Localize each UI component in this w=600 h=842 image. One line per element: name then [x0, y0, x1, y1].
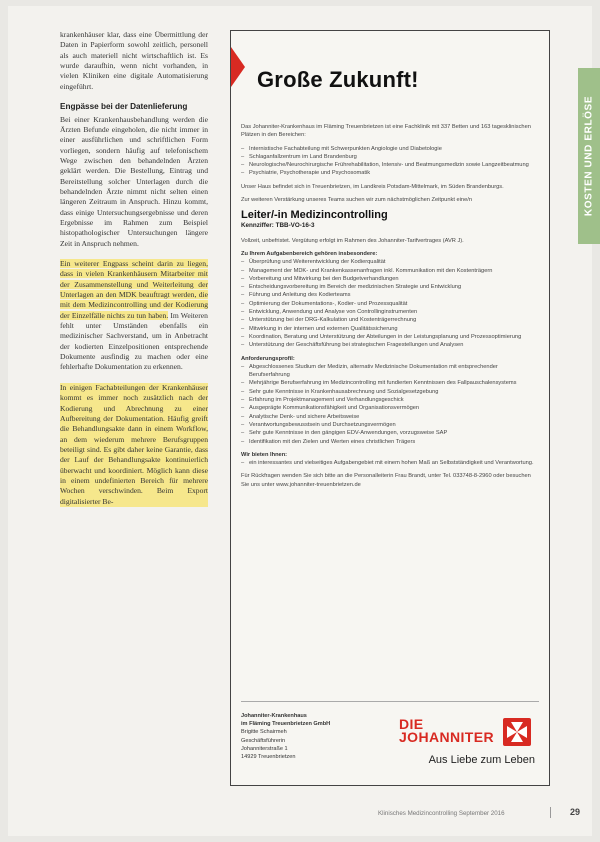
job-reference: Kennziffer: TBB-VO-16-3 [241, 222, 315, 230]
job-terms: Vollzeit, unbefristet. Vergütung erfolgt im Rahmen des Johanniter-Tarifvertrages (AVR J). [241, 237, 464, 244]
ad-cta: Zur weiteren Verstärkung unseres Teams suchen wir zum nächstmöglichen Zeitpunkt eine/n [241, 197, 472, 204]
offer-heading: Wir bieten Ihnen: [241, 451, 288, 458]
contact-info: Für Rückfragen wenden Sie sich bitte an die Personalleiterin Frau Brandt, unter Tel. 033748-8-2960 oder besuchen Sie uns unter www.johanniter-treuenbrietzen.de [241, 473, 531, 488]
list-item: – Ausgeprägte Kommunikationsfähigkeit und Organisationsvermögen [241, 404, 537, 412]
address-line: Brigitte Schairmeh [241, 729, 287, 736]
list-item: – Sehr gute Kenntnisse in den gängigen EDV-Anwendungen, vorzugsweise SAP [241, 429, 537, 437]
list-item: – Internistische Fachabteilung mit Schwerpunkten Angiologie und Diabetologie [241, 145, 537, 153]
red-arrow-icon [231, 47, 245, 87]
ad-footer [241, 701, 539, 777]
postal-address [241, 712, 330, 761]
ad-title: Große Zukunft! [257, 67, 419, 92]
list-item: – Koordination, Beratung und Unterstützung der Abteilungen in der Leistungsplanung und Prozessoptimierung [241, 333, 537, 341]
logo-line: JOHANNITER [399, 729, 495, 745]
list-item: – Neurologische/Neurochirurgische Frührehabilitation, Intensiv- und Beatmungsmedizin sowie Langzeitbeatmung [241, 161, 537, 169]
ad-header [231, 31, 549, 123]
list-item: – Entscheidungsvorbereitung im Bereich der medizinischen Strategie und Entwicklung [241, 283, 537, 291]
section-tab [578, 68, 600, 244]
list-item: – Analytische Denk- und sichere Arbeitsweise [241, 413, 537, 421]
article-paragraph: Bei einer Krankenhausbehandlung werden die Ärzten Befunde eingeholen, die nicht immer in einer ausführlichen und schriftlichen Form vorliegen, sondern häufig auf telefonischem Wege zwischen den behandelnden Ärzten geklärt werden. Die Bestellung, Eintrag und Bereitstellung solcher Unterlagen durch die behandelnden Ärzte nimmt nicht selten einen längeren Zeitraum in Anspruch. Hinzu kommt, dass einige Untersuchungsergebnisse und deren Ergebnisse im Rahmen zum Beispiel histopathologischer Untersuchungen längere Zeit in Anspruch nehmen. [60, 114, 208, 248]
list-item: – Unterstützung bei der DRG-Kalkulation und Kostenträgerrechnung [241, 316, 537, 324]
list-item: – Sehr gute Kenntnisse in Krankenhausabrechnung und Sozialgesetzgebung [241, 388, 537, 396]
logo-line: DIE [399, 716, 424, 732]
logo-wordmark [399, 718, 494, 744]
tasks-heading: Zu Ihrem Aufgabenbereich gehören insbesondere: [241, 250, 378, 257]
list-item: – Überprüfung und Weiterentwicklung der Kodierqualität [241, 258, 537, 266]
list-item: – Mehrjährige Berufserfahrung im Medizincontrolling mit fundierten Kenntnissen des Fallpauschalensystems [241, 379, 537, 387]
address-line: 14929 Treuenbrietzen [241, 754, 296, 761]
page-number: 29 [570, 807, 581, 817]
job-advertisement [230, 30, 550, 786]
address-line: Geschäftsführerin [241, 737, 286, 744]
list-item: – Identifikation mit den Zielen und Werten eines christlichen Trägers [241, 438, 537, 446]
profile-heading: Anforderungsprofil: [241, 355, 295, 362]
section-tab-label: KOSTEN UND ERLÖSE [583, 95, 595, 217]
article-paragraph: krankenhäuser klar, dass eine Übermittlung der Daten in Papierform sowohl zeitlich, personell als auch materiell nicht wirtschaftlich ist. Es wurde daraufhin, wenn nicht vorhanden, in vielen Kliniken eine digitale Automatisierung eingeführt. [60, 30, 208, 91]
list-item: – Abgeschlossenes Studium der Medizin, alternativ Medizinische Dokumentation mit entsprechender Berufserfahrung [241, 363, 537, 380]
article-paragraph [60, 259, 208, 373]
list-item: – Unterstützung der Geschäftsführung bei strategischen Fragestellungen und Analysen [241, 341, 537, 349]
ad-body [231, 123, 549, 489]
list-item: – Verantwortungsbewusstsein und Durchsetzungsvermögen [241, 421, 537, 429]
areas-list [241, 145, 537, 178]
list-item: – Mitwirkung in der internen und externen Qualitätssicherung [241, 325, 537, 333]
list-item: – Schlaganfallzentrum im Land Brandenburg [241, 153, 537, 161]
johanniter-cross-icon [503, 718, 531, 746]
section-heading: Engpässe bei der Datenlieferung [60, 102, 188, 112]
ad-location: Unser Haus befindet sich in Treuenbrietzen, im Landkreis Potsdam-Mittelmark, im Süden Brandenburgs. [241, 183, 504, 190]
logo-slogan: Aus Liebe zum Leben [428, 754, 535, 766]
job-title: Leiter/-in Medizincontrolling [241, 209, 388, 222]
list-item: – Vorbereitung und Mitwirkung bei den Budgetverhandlungen [241, 275, 537, 283]
footer-divider [550, 807, 551, 818]
address-line: Johanniter-Krankenhaus [241, 713, 307, 719]
profile-list [241, 363, 537, 446]
list-item: – Erfahrung im Projektmanagement und Verhandlungsgeschick [241, 396, 537, 404]
ad-intro: Das Johanniter-Krankenhaus im Fläming Treuenbrietzen ist eine Fachklinik mit 337 Betten und 163 tagesklinischen Plätzen in den Bereichen: [241, 124, 531, 139]
list-item: – Management der MDK- und Krankenkassenanfragen inkl. Kommunikation mit den Kostenträgern [241, 267, 537, 275]
list-item: – Psychiatrie, Psychotherapie und Psychosomatik [241, 169, 537, 177]
tasks-list [241, 258, 537, 349]
list-item: – ein interessantes und vielseitiges Aufgabengebiet mit einem hohen Maß an Selbstständigkeit und Verantwortung. [241, 459, 537, 467]
page [8, 6, 595, 836]
article-paragraph-highlighted: In einigen Fachabteilungen der Krankenhäuser kommt es immer noch zusätzlich nach der Kodierung und Abrechnung zu einer Aufbereitung der Dokumentation. Häufig greift die Behandlungsakte dann in einem Workflow, an dem wiederum mehrere Berufsgruppen beteiligt sind. Es gibt daher keine Garantie, dass der Lauf der Behandlungsakte kontinuierlich überwacht und koordiniert. Möglich kann diese in einem undefinierten Bereich für mehrere Wochen verschwinden. Beim Export digitalisierter Be- [60, 382, 208, 506]
list-item: – Entwicklung, Anwendung und Analyse von Controllinginstrumenten [241, 308, 537, 316]
list-item: – Führung und Anleitung des Kodierteams [241, 291, 537, 299]
johanniter-logo [399, 718, 535, 774]
offer-list [241, 459, 537, 467]
journal-footer: Klinisches Medizincontrolling September 2016 [378, 810, 505, 817]
highlighted-text: Ein weiterer Engpass scheint darin zu liegen, dass in vielen Krankenhäusern Mitarbeiter mit der Zusammenstellung und Weiterleitung der Unterlagen an den MDK beauftragt werden, die mit dem Medizincontrolling und der Kodierung der Einzelfälle nichts zu tun haben. [60, 259, 208, 320]
article-column [60, 30, 208, 517]
address-line: im Fläming Treuenbrietzen GmbH [241, 721, 331, 728]
address-line: Johanniterstraße 1 [241, 745, 288, 752]
article-text: Im Weiteren fehlt unter Umständen ebenfalls ein medizinischer Sachverstand, um in Anbetracht der kodierten Einzelpositionen entsprechende Dokumente ausfindig zu machen oder eine fehlerhafte Dokumentation zu erkennen. [60, 310, 208, 372]
list-item: – Optimierung der Dokumentations-, Kodier- und Prozessqualität [241, 300, 537, 308]
